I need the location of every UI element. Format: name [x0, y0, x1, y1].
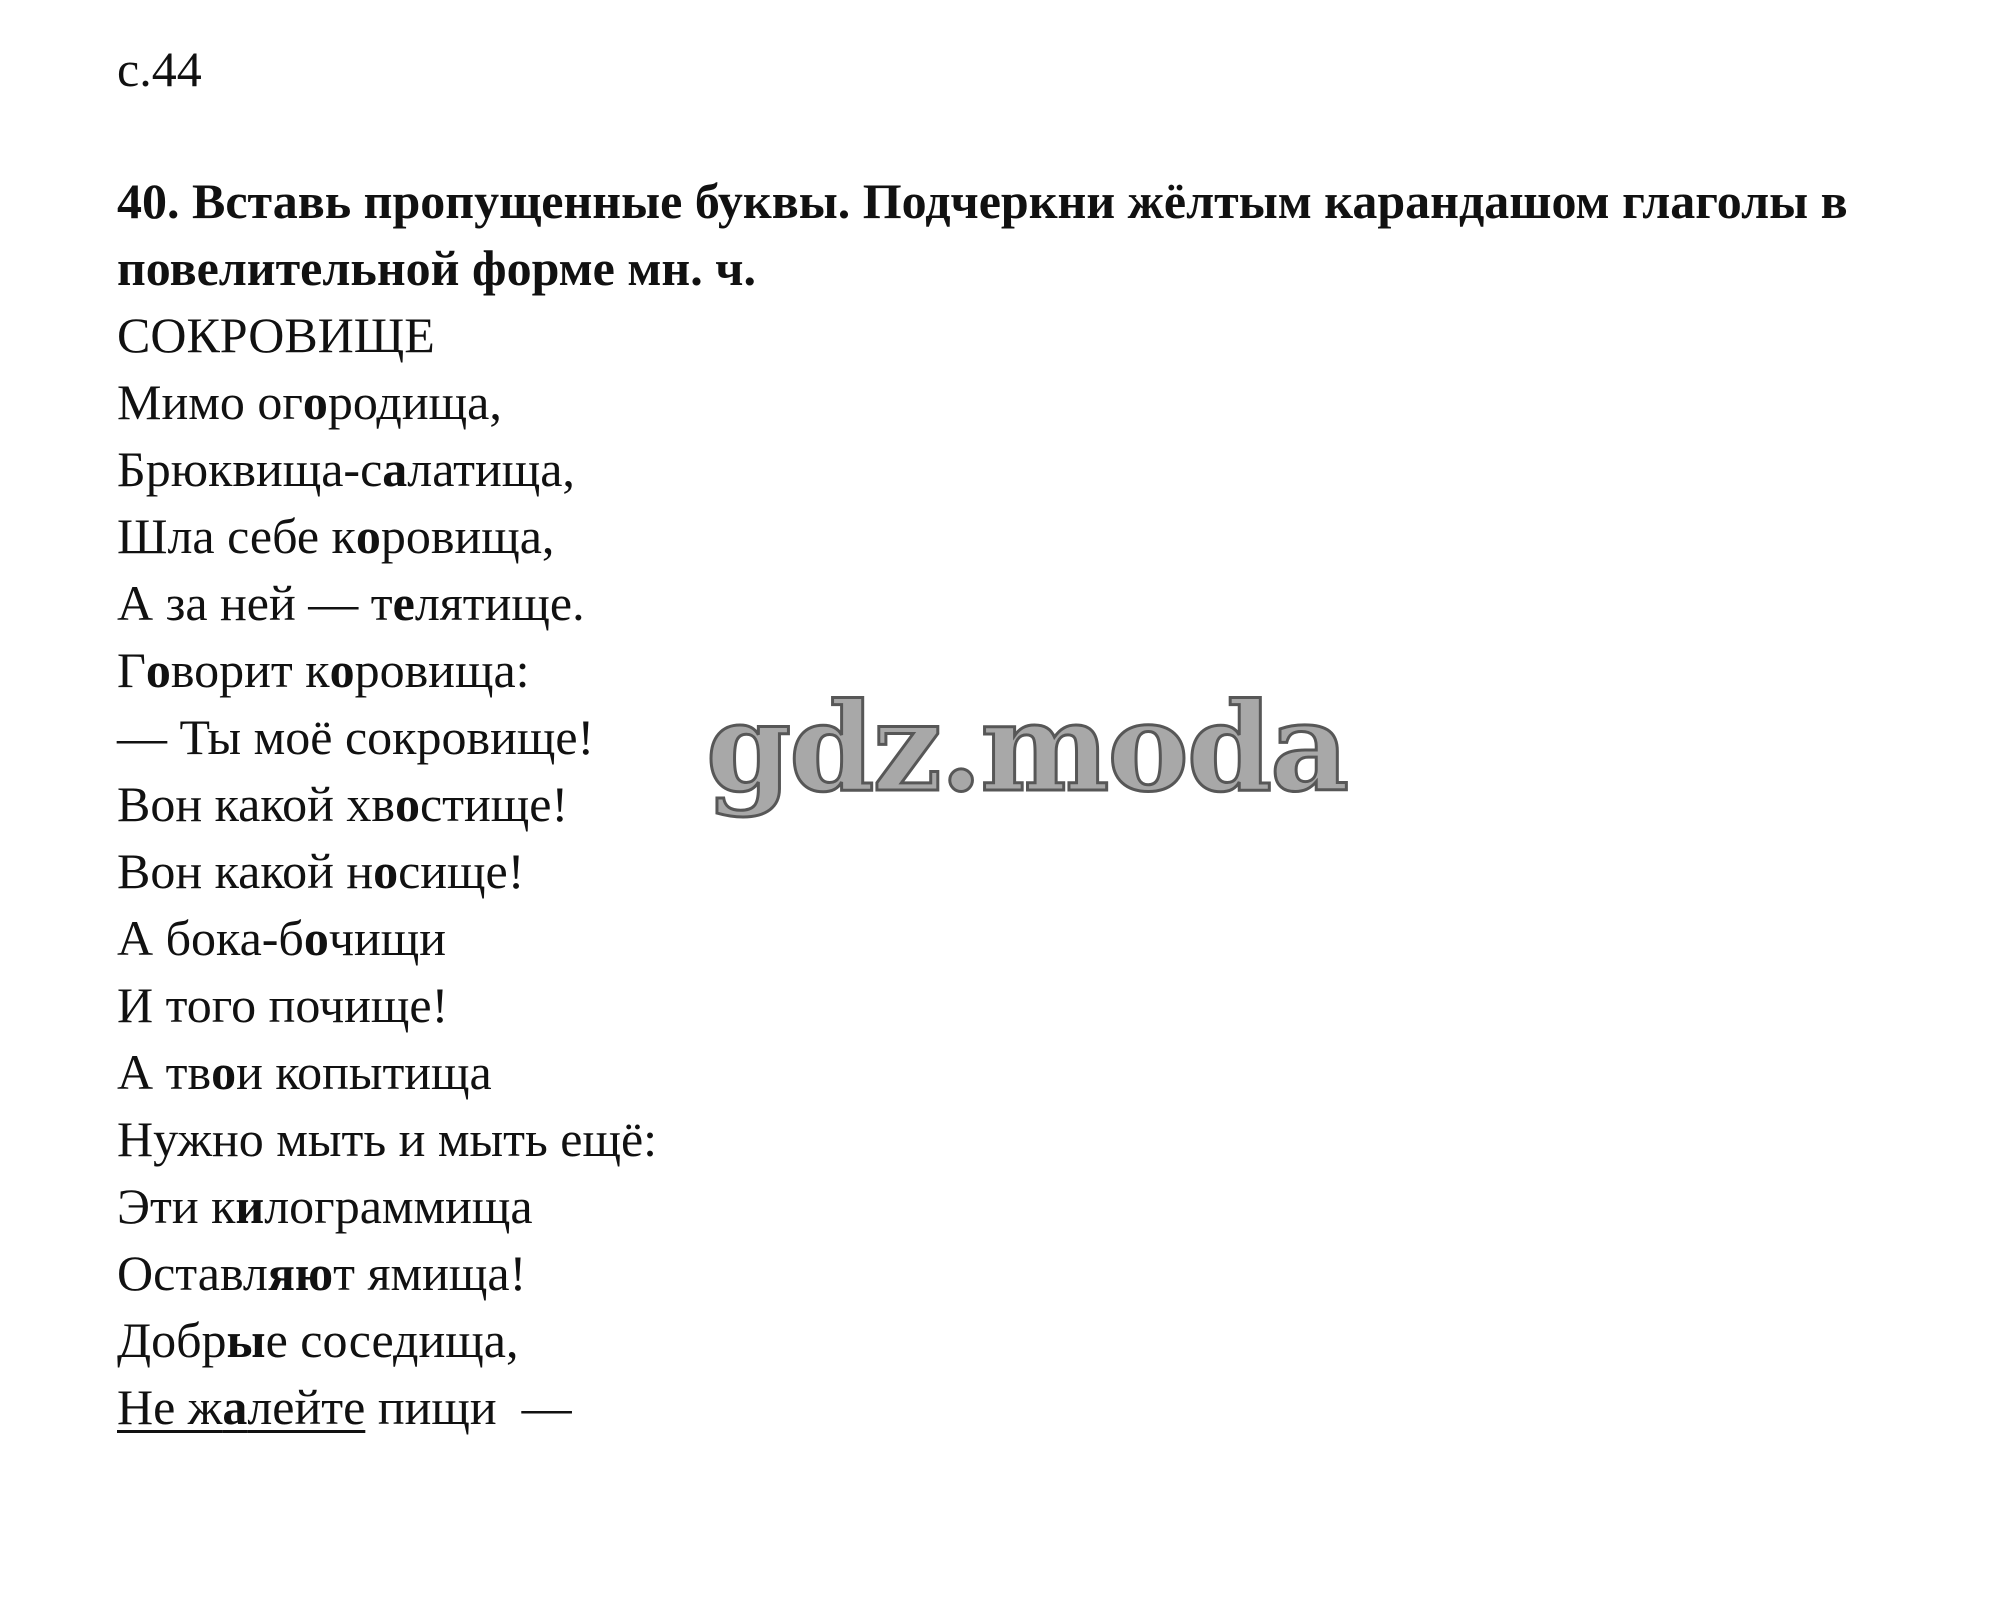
inserted-letter: а — [222, 1379, 248, 1435]
inserted-letter: е — [392, 575, 415, 631]
line-text: Мимо ог — [117, 374, 303, 430]
inserted-letter: о — [303, 910, 329, 966]
line-text: сище! — [398, 843, 525, 899]
inserted-letter: о — [145, 642, 171, 698]
line-text: Оставл — [117, 1245, 268, 1301]
inserted-letter: о — [211, 1044, 237, 1100]
line-text: пищи — — [365, 1379, 572, 1435]
line-text: Г — [117, 642, 146, 698]
poem-line — [117, 905, 1917, 972]
page-number: с.44 — [117, 41, 202, 97]
poem-title: СОКРОВИЩЕ — [117, 307, 435, 363]
line-text: Эти к — [117, 1178, 236, 1234]
task-heading: 40. Вставь пропущенные буквы. Подчеркни жёлтым карандашом глаголы в повелительной форме мн. ч. — [117, 173, 1848, 296]
line-text: и копытища — [236, 1044, 492, 1100]
poem-line — [117, 838, 1917, 905]
watermark-logo: gdz.moda — [706, 675, 1348, 819]
poem-line — [117, 1240, 1917, 1307]
poem-line — [117, 503, 1917, 570]
line-text: ровища, — [380, 508, 555, 564]
line-text: А тв — [117, 1044, 212, 1100]
line-text: Не ж — [117, 1379, 223, 1435]
line-text: — Ты моё сокровище! — [117, 709, 595, 765]
line-text: А бока-б — [117, 910, 304, 966]
underlined-verb — [222, 1379, 247, 1435]
poem-line — [117, 570, 1917, 637]
poem-line — [117, 1307, 1917, 1374]
line-text: ворит к — [170, 642, 330, 698]
line-text: А за ней — т — [117, 575, 393, 631]
inserted-letter: о — [394, 776, 420, 832]
poem-line — [117, 436, 1917, 503]
line-text: чищи — [328, 910, 447, 966]
line-text: Нужно мыть и мыть ещё: — [117, 1111, 658, 1167]
line-text: лятище. — [414, 575, 585, 631]
inserted-letter: о — [373, 843, 399, 899]
line-text: Вон какой хв — [117, 776, 395, 832]
inserted-letter: о — [355, 508, 381, 564]
underlined-verb — [247, 1379, 365, 1435]
inserted-letter: ы — [226, 1312, 266, 1368]
poem-line — [117, 972, 1917, 1039]
line-text: стище! — [419, 776, 569, 832]
inserted-letter: о — [302, 374, 328, 430]
poem-line — [117, 1374, 1917, 1441]
line-text: Вон какой н — [117, 843, 374, 899]
line-text: ровища: — [354, 642, 530, 698]
inserted-letter: о — [329, 642, 355, 698]
line-text: латища, — [407, 441, 575, 497]
poem-line — [117, 1106, 1917, 1173]
inserted-letter: яю — [267, 1245, 334, 1301]
underlined-verb — [117, 1379, 222, 1435]
line-text: И того почище! — [117, 977, 449, 1033]
line-text: Брюквища-с — [117, 441, 383, 497]
poem-lines — [117, 369, 1917, 1441]
poem-line — [117, 369, 1917, 436]
poem-line — [117, 1173, 1917, 1240]
line-text: лограммища — [264, 1178, 533, 1234]
line-text: Шла себе к — [117, 508, 356, 564]
line-text: лейте — [247, 1379, 366, 1435]
line-text: т ямища! — [333, 1245, 527, 1301]
inserted-letter: а — [382, 441, 408, 497]
line-text: родища, — [327, 374, 502, 430]
inserted-letter: и — [235, 1178, 265, 1234]
line-text: Добр — [117, 1312, 227, 1368]
poem-line — [117, 1039, 1917, 1106]
line-text: е соседища, — [265, 1312, 519, 1368]
